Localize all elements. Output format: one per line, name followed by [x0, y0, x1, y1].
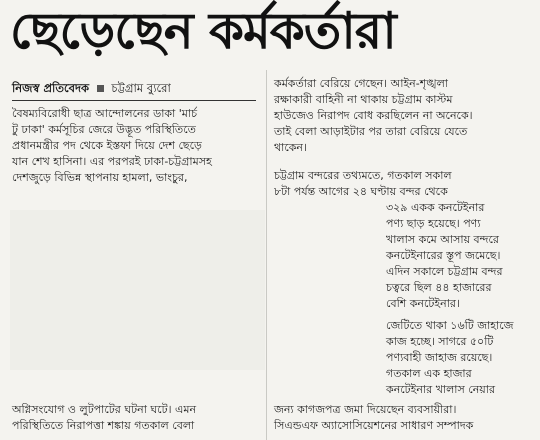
- right-paragraph-line: ৩২৯ একক কনটেইনার: [386, 201, 485, 214]
- right-paragraph-line: থাকেন।: [274, 141, 307, 154]
- left-paragraph-line: যান শেখ হাসিনা। এর পরপরই ঢাকা-চট্টগ্রামসহ: [12, 155, 212, 168]
- left-paragraph-line: পরিস্থিতিতে নিরাপত্তা শঙ্কায় গতকাল বেলা: [12, 419, 195, 432]
- byline: [12, 80, 262, 98]
- left-paragraph-line: অগ্নিসংযোগ ও লুটপাটের ঘটনা ঘটে। এমন: [12, 403, 197, 416]
- byline-separator-square: [97, 85, 104, 92]
- column-divider: [266, 70, 267, 440]
- right-paragraph-line: পণ্য ছাড় হয়েছে। পণ্য: [386, 217, 481, 230]
- right-paragraph-line: এদিন সকালে চট্টগ্রাম বন্দর: [386, 265, 503, 278]
- left-paragraph-line: বৈষম্যবিরোধী ছাত্র আন্দোলনের ডাকা 'মার্চ: [12, 107, 198, 120]
- right-paragraph-line: বেশি কনটেইনার।: [386, 297, 460, 310]
- right-paragraph-line: কনটেইনারের স্তূপ জমেছে।: [386, 249, 501, 262]
- right-paragraph-line: চত্বরে ছিল ৪৪ হাজারের: [386, 281, 492, 294]
- right-paragraph-line: রক্ষাকারী বাহিনী না থাকায় চট্টগ্রাম কাস্টম: [274, 93, 453, 106]
- right-paragraph-line: ৮টা পর্যন্ত আগের ২৪ ঘণ্টায় বন্দর থেকে: [274, 185, 448, 198]
- right-paragraph-line: হাউজেও নিরাপদ বোধ করছিলেন না অনেকে।: [274, 109, 473, 122]
- faded-photo-area: [10, 210, 265, 370]
- right-paragraph-line: কনটেইনার খালাস নেয়ার: [386, 383, 496, 396]
- right-paragraph-line: পণ্যবাহী জাহাজ রয়েছে।: [386, 351, 493, 364]
- right-paragraph-line: গতকাল এক হাজার: [386, 367, 472, 380]
- right-paragraph-line: জেটিতে থাকা ১৬টি জাহাজে: [386, 319, 514, 332]
- headline: ছেড়েছেন কর্মকর্তারা: [10, 2, 396, 60]
- right-paragraph-line: কর্মকর্তারা বেরিয়ে গেছেন। আইন-শৃঙ্খলা: [274, 77, 448, 90]
- right-paragraph-line: খালাস কমে আসায় বন্দরে: [386, 233, 499, 246]
- byline-rule: [12, 100, 256, 101]
- byline-reporter: নিজস্ব প্রতিবেদক: [12, 81, 90, 95]
- right-paragraph-line: জন্য কাগজপত্র জমা দিয়েছেন ব্যবসায়ীরা।: [274, 403, 457, 416]
- right-paragraph-line: সিএন্ডএফ অ্যাসোসিয়েশনের সাধারণ সম্পাদক: [274, 419, 474, 432]
- right-paragraph-line: কাজ হচ্ছে। সাগরে ৫০টি: [386, 335, 494, 348]
- left-paragraph-line: প্রধানমন্ত্রীর পদ থেকে ইস্তফা দিয়ে দেশ ছেড়ে: [12, 139, 202, 152]
- byline-bureau: চট্টগ্রাম ব্যুরো: [111, 81, 171, 95]
- right-paragraph-line: চট্টগ্রাম বন্দরের তথ্যমতে, গতকাল সকাল: [274, 169, 452, 182]
- left-paragraph-line: টু ঢাকা' কর্মসূচির জেরে উদ্ভূত পরিস্থিতিতে: [12, 123, 196, 136]
- right-paragraph-line: তাই বেলা আড়াইটার পর তারা বেরিয়ে যেতে: [274, 125, 468, 138]
- left-paragraph-line: দেশজুড়ে বিভিন্ন স্থাপনায় হামলা, ভাংচুর,: [12, 171, 188, 184]
